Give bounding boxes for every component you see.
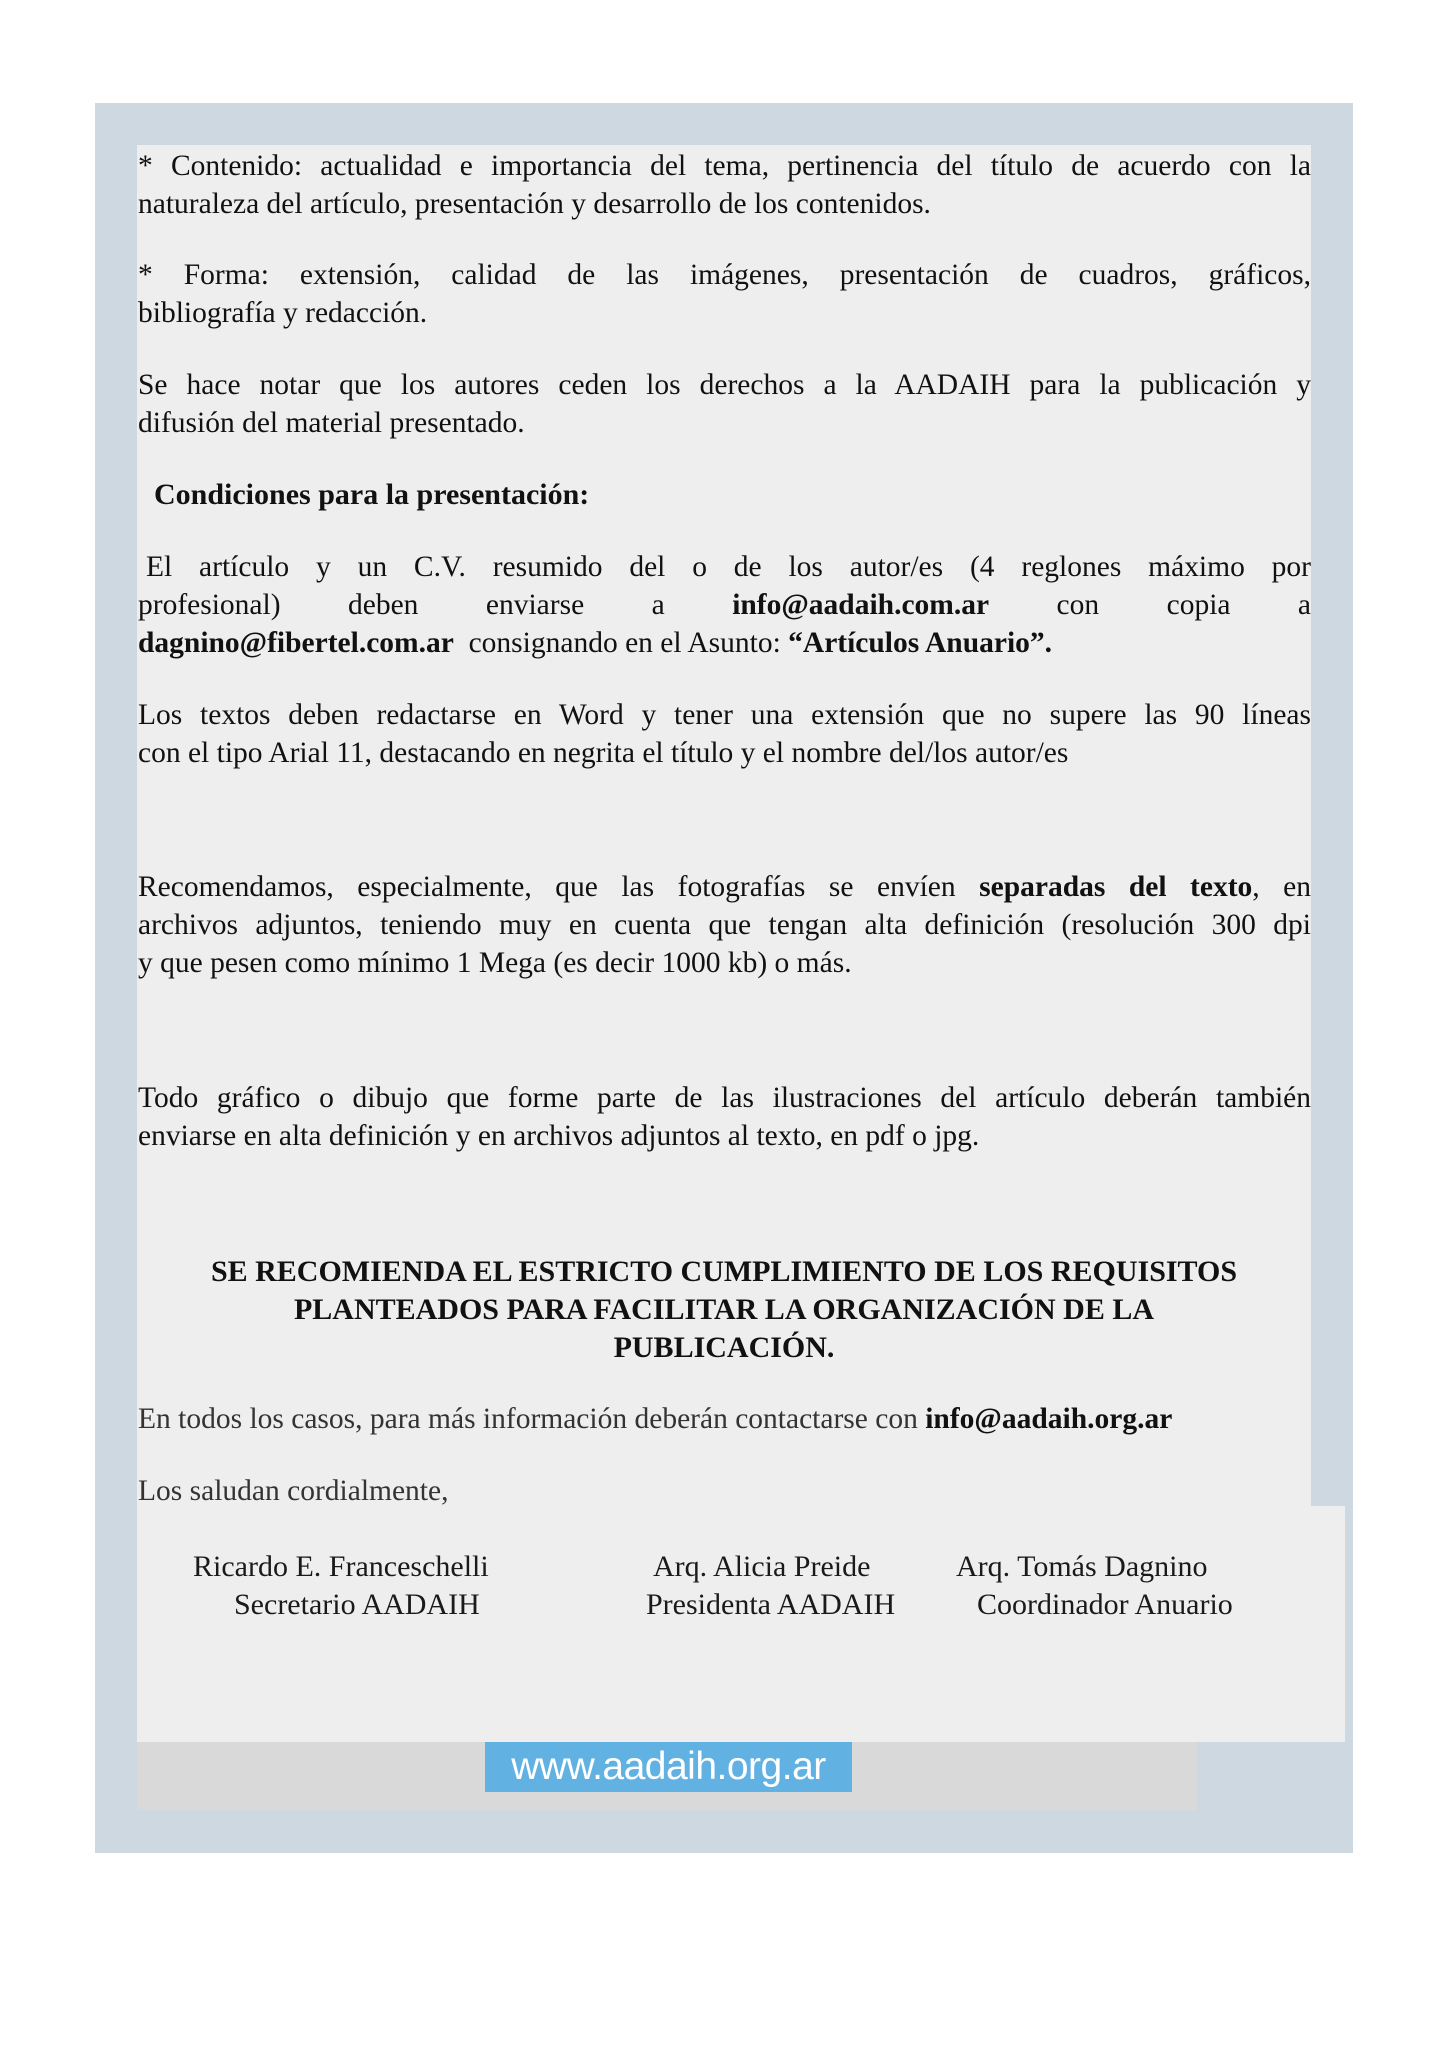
rights-notice — [138, 366, 1311, 442]
compliance-notice — [137, 1253, 1311, 1367]
signatory-role: Coordinador Anuario — [977, 1588, 1233, 1621]
notice-line: PUBLICACIÓN. — [613, 1331, 835, 1364]
text-line — [138, 586, 1311, 624]
text-line: con el tipo Arial 11, destacando en negrita el título y el nombre del/los autor/es — [138, 737, 1069, 769]
criterion-contenido — [138, 147, 1311, 223]
primary-email-link[interactable]: info@aadaih.com.ar — [732, 589, 990, 621]
text-line — [138, 624, 1311, 662]
text-line: y que pesen como mínimo 1 Mega (es decir 1000 kb) o más. — [138, 947, 852, 979]
text-fragment: En todos los casos, para más información deberán contactarse con — [138, 1403, 918, 1435]
photos-paragraph — [138, 868, 1311, 982]
text-line: enviarse en alta definición y en archivos adjuntos al texto, en pdf o jpg. — [138, 1120, 980, 1152]
contact-email-link[interactable]: info@aadaih.org.ar — [925, 1403, 1173, 1435]
text-fragment: . — [1044, 627, 1053, 659]
text-line: * Forma: extensión, calidad de las imágenes, presentación de cuadros, gráficos, — [138, 259, 1311, 291]
text-fragment: con copia a — [1056, 589, 1312, 621]
contact-paragraph — [138, 1400, 1311, 1438]
subject-text: “Artículos Anuario” — [788, 627, 1045, 659]
text-line: naturaleza del artículo, presentación y desarrollo de los contenidos. — [138, 188, 931, 220]
signatory-role: Presidenta AADAIH — [646, 1588, 896, 1621]
text-line: Se hace notar que los autores ceden los derechos a la AADAIH para la publicación y — [138, 369, 1311, 401]
signature-panel — [137, 1506, 1345, 1742]
conditions-heading: Condiciones para la presentación: — [154, 478, 590, 511]
closing-text — [138, 1472, 1311, 1510]
text-line: Todo gráfico o dibujo que forme parte de las ilustraciones del artículo deberán también — [138, 1082, 1311, 1114]
text-line: archivos adjuntos, teniendo muy en cuenta que tengan alta definición (resolución 300 dpi — [138, 909, 1311, 941]
signatory-name: Arq. Alicia Preide — [653, 1550, 871, 1583]
signatory-name: Ricardo E. Franceschelli — [193, 1550, 489, 1583]
text-line — [138, 1400, 1311, 1438]
signatory-coordinator — [956, 1548, 1233, 1624]
text-line: bibliografía y redacción. — [138, 297, 428, 329]
emphasis-text: separadas del texto — [979, 871, 1253, 903]
text-line: Los saludan cordialmente, — [138, 1475, 449, 1507]
signatory-president — [646, 1548, 896, 1624]
signatory-name: Arq. Tomás Dagnino — [956, 1550, 1208, 1583]
text-fragment: Recomendamos, especialmente, que las fotografías se envíen — [138, 871, 956, 903]
submission-paragraph — [138, 548, 1311, 662]
signatory-role: Secretario AADAIH — [234, 1588, 480, 1621]
text-line: El artículo y un C.V. resumido del o de los autor/es (4 reglones máximo por — [146, 551, 1311, 583]
copy-email-link[interactable]: dagnino@fibertel.com.ar — [138, 627, 454, 659]
text-line: difusión del material presentado. — [138, 407, 525, 439]
signatory-secretary — [193, 1548, 489, 1624]
text-line: Los textos deben redactarse en Word y tener una extensión que no supere las 90 líneas — [138, 699, 1311, 731]
graphics-paragraph — [138, 1079, 1311, 1155]
text-line — [138, 868, 1311, 906]
criterion-forma — [138, 256, 1311, 332]
format-paragraph — [138, 696, 1311, 772]
text-fragment: profesional) deben enviarse a — [138, 589, 665, 621]
text-line: * Contenido: actualidad e importancia del tema, pertinencia del título de acuerdo con la — [138, 150, 1311, 182]
notice-line: SE RECOMIENDA EL ESTRICTO CUMPLIMIENTO DE LOS REQUISITOS — [210, 1255, 1238, 1288]
text-fragment: , en — [1252, 871, 1312, 903]
notice-line: PLANTEADOS PARA FACILITAR LA ORGANIZACIÓN DE LA — [293, 1293, 1155, 1326]
text-fragment: consignando en el Asunto: — [468, 627, 781, 659]
website-link[interactable]: www.aadaih.org.ar — [485, 1742, 852, 1792]
